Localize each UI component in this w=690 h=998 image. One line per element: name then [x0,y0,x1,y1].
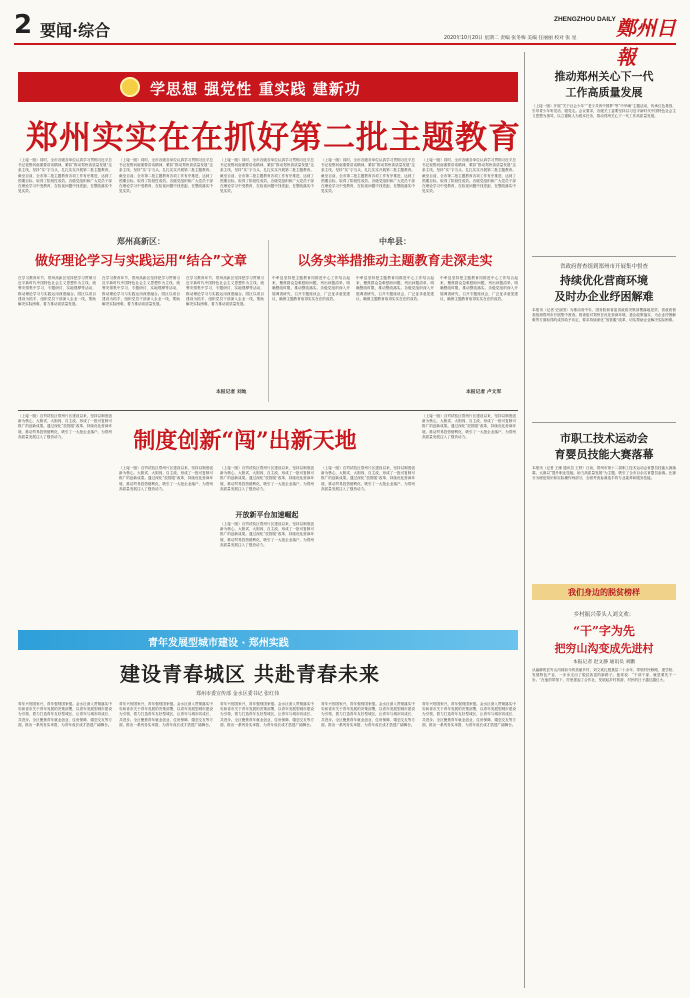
right-rule-2 [532,422,676,423]
story-left-col-3: 在学习教育环节，郑州高新区坚持把学习贯彻习近平新时代中国特色社会主义思想作为主线，统筹安排集中学习、专题研讨、实地观摩等活动，推动理论学习与实践运用深度融合。园区以项目建设为抓手，组织党员干部深入企业一线，帮助解决实际困难，着力推动高质量发展。 [186,276,264,307]
poverty-banner [532,584,676,600]
innovation-col-4: （上接一版）自贸试验区郑州片区建设以来，坚持以制度创新为核心，大胆试、大胆闯、自主改，形成了一批可复制可推广的创新成果。通过深化“放管服”改革，持续优化营商环境，推动贸易投资便利化，吸引了一大批企业落户，为郑州高质量发展注入了强劲动力。 [321,466,415,491]
poverty-headline-1: “干”字为先 [573,624,635,638]
youth-col-2: 青年兴则国家兴，青年强则国家强。金水区深入贯彻落实中央和省市关于青年发展的决策部署，以青年发展型城市建设为引领，着力打造青年友好型城区，让青年与城市同成长、共进步。全区聚焦青年就业创业、住房保障、婚恋交友等方面，推出一系列务实举措，为青年成长成才搭建广阔舞台。 [119,702,213,727]
masthead [14,10,676,69]
banner-slogan: 学思想 强党性 重实践 建新功 [150,80,361,98]
story-mid-col-2: 中牟县坚持把主题教育同推进中心工作结合起来，聚焦群众急难愁盼问题，列出问题清单，明确整改时限，推动整改落实。各级党组织深入开展调查研究，召开专题座谈会，广泛征求意见建议，确保主题教育取得实实在在的成效。 [356,276,434,301]
innovation-col-3b: （上接一版）自贸试验区郑州片区建设以来，坚持以制度创新为核心，大胆试、大胆闯、自主改，形成了一批可复制可推广的创新成果。通过深化“放管服”改革，持续优化营商环境，推动贸易投资便利化，吸引了一大批企业落户，为郑州高质量发展注入了强劲动力。 [220,522,314,547]
slogan-banner [18,72,518,102]
innovation-col-2: （上接一版）自贸试验区郑州片区建设以来，坚持以制度创新为核心，大胆试、大胆闯、自主改，形成了一批可复制可推广的创新成果。通过深化“放管服”改革，持续优化营商环境，推动贸易投资便利化，吸引了一大批企业落户，为郑州高质量发展注入了强劲动力。 [119,466,213,491]
story-left-col-2: 在学习教育环节，郑州高新区坚持把学习贯彻习近平新时代中国特色社会主义思想作为主线，统筹安排集中学习、专题研讨、实地观摩等活动，推动理论学习与实践运用深度融合。园区以项目建设为抓手，组织党员干部深入企业一线，帮助解决实际困难，着力推动高质量发展。 [102,276,180,307]
right-mid-story [532,262,676,422]
right-top-story [532,58,676,258]
lead-body-grid [18,158,518,230]
column-divider [524,52,525,988]
youth-banner [18,630,518,650]
innovation-col-1: （上接一版）自贸试验区郑州片区建设以来，坚持以制度创新为核心，大胆试、大胆闯、自主改，形成了一批可复制可推广的创新成果。通过深化“放管服”改革，持续优化营商环境，推动贸易投资便利化，吸引了一大批企业落户，为郑州高质量发展注入了强劲动力。 [18,414,112,439]
right-top-body: （上接一版）开展“关于社会少年”“老少共育中国梦”等“中华魂”主题活动，传承红色基因，引导青少年听党话、跟党走。会议要求，各级关工委要坚持以习近平新时代中国特色社会主义思想为指导，以立德树人为根本任务，推动郑州关心下一代工作高质量发展。 [532,104,676,119]
youth-col-4: 青年兴则国家兴，青年强则国家强。金水区深入贯彻落实中央和省市关于青年发展的决策部署，以青年发展型城市建设为引领，着力打造青年友好型城区，让青年与城市同成长、共进步。全区聚焦青年就业创业、住房保障、婚恋交友等方面，推出一系列务实举措，为青年成长成才搭建广阔舞台。 [321,702,415,727]
youth-col-1: 青年兴则国家兴，青年强则国家强。金水区深入贯彻落实中央和省市关于青年发展的决策部署，以青年发展型城市建设为引领，着力打造青年友好型城区，让青年与城市同成长、共进步。全区聚焦青年就业创业、住房保障、婚恋交友等方面，推出一系列务实举措，为青年成长成才搭建广阔舞台。 [18,702,112,727]
story-mid-kicker: 中牟县： [379,237,411,246]
right-mid-body: 本报讯（记者 史治国）为推动省中央、国务院和省委省政府决策部署落地见效，省政府督查组到郑州市开展集中督查。督查组对郑州在优化营商环境、惠企政策落实、为企业纾困解难等方面取得的成效给予肯定，要求持续深化“放管服”改革，切实帮助企业解决实际困难。 [532,308,676,323]
story-innovation [18,414,518,626]
youth-byline: 郑州市委宣传部 金水区委书记 张红伟 [196,691,280,697]
right-low-headline-1: 市职工技术运动会 [560,432,648,445]
date-line: 2020年10月20日 星期二 责编 张冬梅 美编 任丽丽 校对 张 星 [444,36,577,41]
innovation-subhead: 开放新平台加速崛起 [235,511,299,519]
section-rule-1 [18,410,518,411]
right-mid-headline-1: 持续优化营商环境 [560,274,648,287]
story-left-kicker: 郑州高新区： [117,237,165,246]
poverty-byline: 本报记者 赵文静 通讯员 刘鹏 [572,660,636,665]
masthead-rule [14,43,676,45]
poverty-banner-text: 我们身边的脱贫榜样 [568,588,640,597]
story-left-byline: 本报记者 刘地 [216,390,247,395]
right-mid-headline-2: 及时办企业纾困解难 [554,290,654,303]
story-mid-headline: 以务实举措推动主题教育走深走实 [297,254,493,269]
youth-banner-text: 青年发展型城市建设 · 郑州实践 [148,638,289,649]
lead-headline: 郑州实实在在抓好第二批主题教育 [26,118,522,156]
poverty-headline-2: 把穷山沟变成先进村 [554,642,654,655]
story-left-col-1: 在学习教育环节，郑州高新区坚持把学习贯彻习近平新时代中国特色社会主义思想作为主线，统筹安排集中学习、专题研讨、实地观摩等活动，推动理论学习与实践运用深度融合。园区以项目建设为抓手，组织党员干部深入企业一线，帮助解决实际困难，着力推动高质量发展。 [18,276,96,307]
story-mid [272,236,518,406]
youth-body-grid [18,702,518,988]
banner-emblem [120,77,140,97]
right-top-headline-2: 工作高质量发展 [565,86,643,99]
right-low-headline-2: 育婴员技能大赛落幕 [554,448,654,461]
innovation-headline: 制度创新“闯”出新天地 [133,428,357,454]
story-left [18,236,264,406]
innovation-col-3: （上接一版）自贸试验区郑州片区建设以来，坚持以制度创新为核心，大胆试、大胆闯、自主改，形成了一批可复制可推广的创新成果。通过深化“放管服”改革，持续优化营商环境，推动贸易投资便利化，吸引了一大批企业落户，为郑州高质量发展注入了强劲动力。 [220,466,314,491]
story-divider [268,240,269,402]
lead-body-col-1: （上接一版）同时，全市各级各单位认真学习贯彻习近平总书记视察河南重要讲话精神，紧扣“推动郑州高质量发展”这条主线，坚持“实”字当头，扎扎实实开展第二批主题教育。截至目前，全市第二批主题教育各项工作有序推进，达到了预期目标，取得了阶段性成效。各级党组织和广大党员干部在理论学习中受教育，在检视问题中找差距，在整改落实中见实效。 [18,158,112,194]
section-title: 要闻·综合 [40,21,111,40]
lead-body-col-4: （上接一版）同时，全市各级各单位认真学习贯彻习近平总书记视察河南重要讲话精神，紧扣“推动郑州高质量发展”这条主线，坚持“实”字当头，扎扎实实开展第二批主题教育。截至目前，全市第二批主题教育各项工作有序推进，达到了预期目标，取得了阶段性成效。各级党组织和广大党员干部在理论学习中受教育，在检视问题中找差距，在整改落实中见实效。 [321,158,415,194]
youth-col-3: 青年兴则国家兴，青年强则国家强。金水区深入贯彻落实中央和省市关于青年发展的决策部署，以青年发展型城市建设为引领，着力打造青年友好型城区，让青年与城市同成长、共进步。全区聚焦青年就业创业、住房保障、婚恋交友等方面，推出一系列务实举措，为青年成长成才搭建广阔舞台。 [220,702,314,727]
right-low-body: 本报讯（记者 王雁 通讯员 王婷）日前，郑州市第十二届职工技术运动会育婴员技能大赛落幕。大赛以“提升职业技能，助力高质量发展”为主题，吸引了全市百余名育婴员参赛。比赛分为理论知识和实际操作两部分，全面考查参赛选手的专业素养和服务技能。 [532,466,676,481]
right-rule-1 [532,256,676,257]
story-mid-col-3: 中牟县坚持把主题教育同推进中心工作结合起来，聚焦群众急难愁盼问题，列出问题清单，明确整改时限，推动整改落实。各级党组织深入开展调查研究，召开专题座谈会，广泛征求意见建议，确保主题教育取得实实在在的成效。 [440,276,518,301]
right-low-story [532,428,676,568]
paper-logo: 鄭州日報 [616,16,676,69]
right-mid-kicker: 省政府督查组到郑州市开展集中督查 [559,264,648,270]
lead-body-col-3: （上接一版）同时，全市各级各单位认真学习贯彻习近平总书记视察河南重要讲话精神，紧扣“推动郑州高质量发展”这条主线，坚持“实”字当头，扎扎实实开展第二批主题教育。截至目前，全市第二批主题教育各项工作有序推进，达到了预期目标，取得了阶段性成效。各级党组织和广大党员干部在理论学习中受教育，在检视问题中找差距，在整改落实中见实效。 [220,158,314,194]
story-mid-col-1: 中牟县坚持把主题教育同推进中心工作结合起来，聚焦群众急难愁盼问题，列出问题清单，明确整改时限，推动整改落实。各级党组织深入开展调查研究，召开专题座谈会，广泛征求意见建议，确保主题教育取得实实在在的成效。 [272,276,350,301]
right-top-headline-1: 推动郑州关心下一代 [554,70,654,83]
youth-col-5: 青年兴则国家兴，青年强则国家强。金水区深入贯彻落实中央和省市关于青年发展的决策部署，以青年发展型城市建设为引领，着力打造青年友好型城区，让青年与城市同成长、共进步。全区聚焦青年就业创业、住房保障、婚恋交友等方面，推出一系列务实举措，为青年成长成才搭建广阔舞台。 [422,702,516,727]
page-number: 2 [14,10,33,40]
lead-body-col-2: （上接一版）同时，全市各级各单位认真学习贯彻习近平总书记视察河南重要讲话精神，紧扣“推动郑州高质量发展”这条主线，坚持“实”字当头，扎扎实实开展第二批主题教育。截至目前，全市第二批主题教育各项工作有序推进，达到了预期目标，取得了阶段性成效。各级党组织和广大党员干部在理论学习中受教育，在检视问题中找差距，在整改落实中见实效。 [119,158,213,194]
poverty-body: 从偏僻的贫穷山沟到如今的美丽乡村，刘文欢扎根基层二十余年，带领村民修路、建学校、发展特色产业，一步步走出了脱贫致富的新路子。他常说：“干部干部，就是要先干一步。”在他的带领下，村里建起了合作社，发展起乡村旅游，村民的日子越过越红火。 [532,668,676,683]
youth-headline: 建设青春城区 共赴青春未来 [120,662,380,686]
story-mid-byline: 本报记者 卢文军 [466,390,502,395]
poverty-kicker: 乡村振兴带头人刘文欢： [573,612,635,618]
paper-name-en: ZHENGZHOU DAILY [554,16,616,23]
story-left-headline: 做好理论学习与实践运用“结合”文章 [34,254,248,269]
lead-body-col-5: （上接一版）同时，全市各级各单位认真学习贯彻习近平总书记视察河南重要讲话精神，紧扣“推动郑州高质量发展”这条主线，坚持“实”字当头，扎扎实实开展第二批主题教育。截至目前，全市第二批主题教育各项工作有序推进，达到了预期目标，取得了阶段性成效。各级党组织和广大党员干部在理论学习中受教育，在检视问题中找差距，在整改落实中见实效。 [422,158,516,194]
innovation-col-5: （上接一版）自贸试验区郑州片区建设以来，坚持以制度创新为核心，大胆试、大胆闯、自主改，形成了一批可复制可推广的创新成果。通过深化“放管服”改革，持续优化营商环境，推动贸易投资便利化，吸引了一大批企业落户，为郑州高质量发展注入了强劲动力。 [422,414,516,439]
